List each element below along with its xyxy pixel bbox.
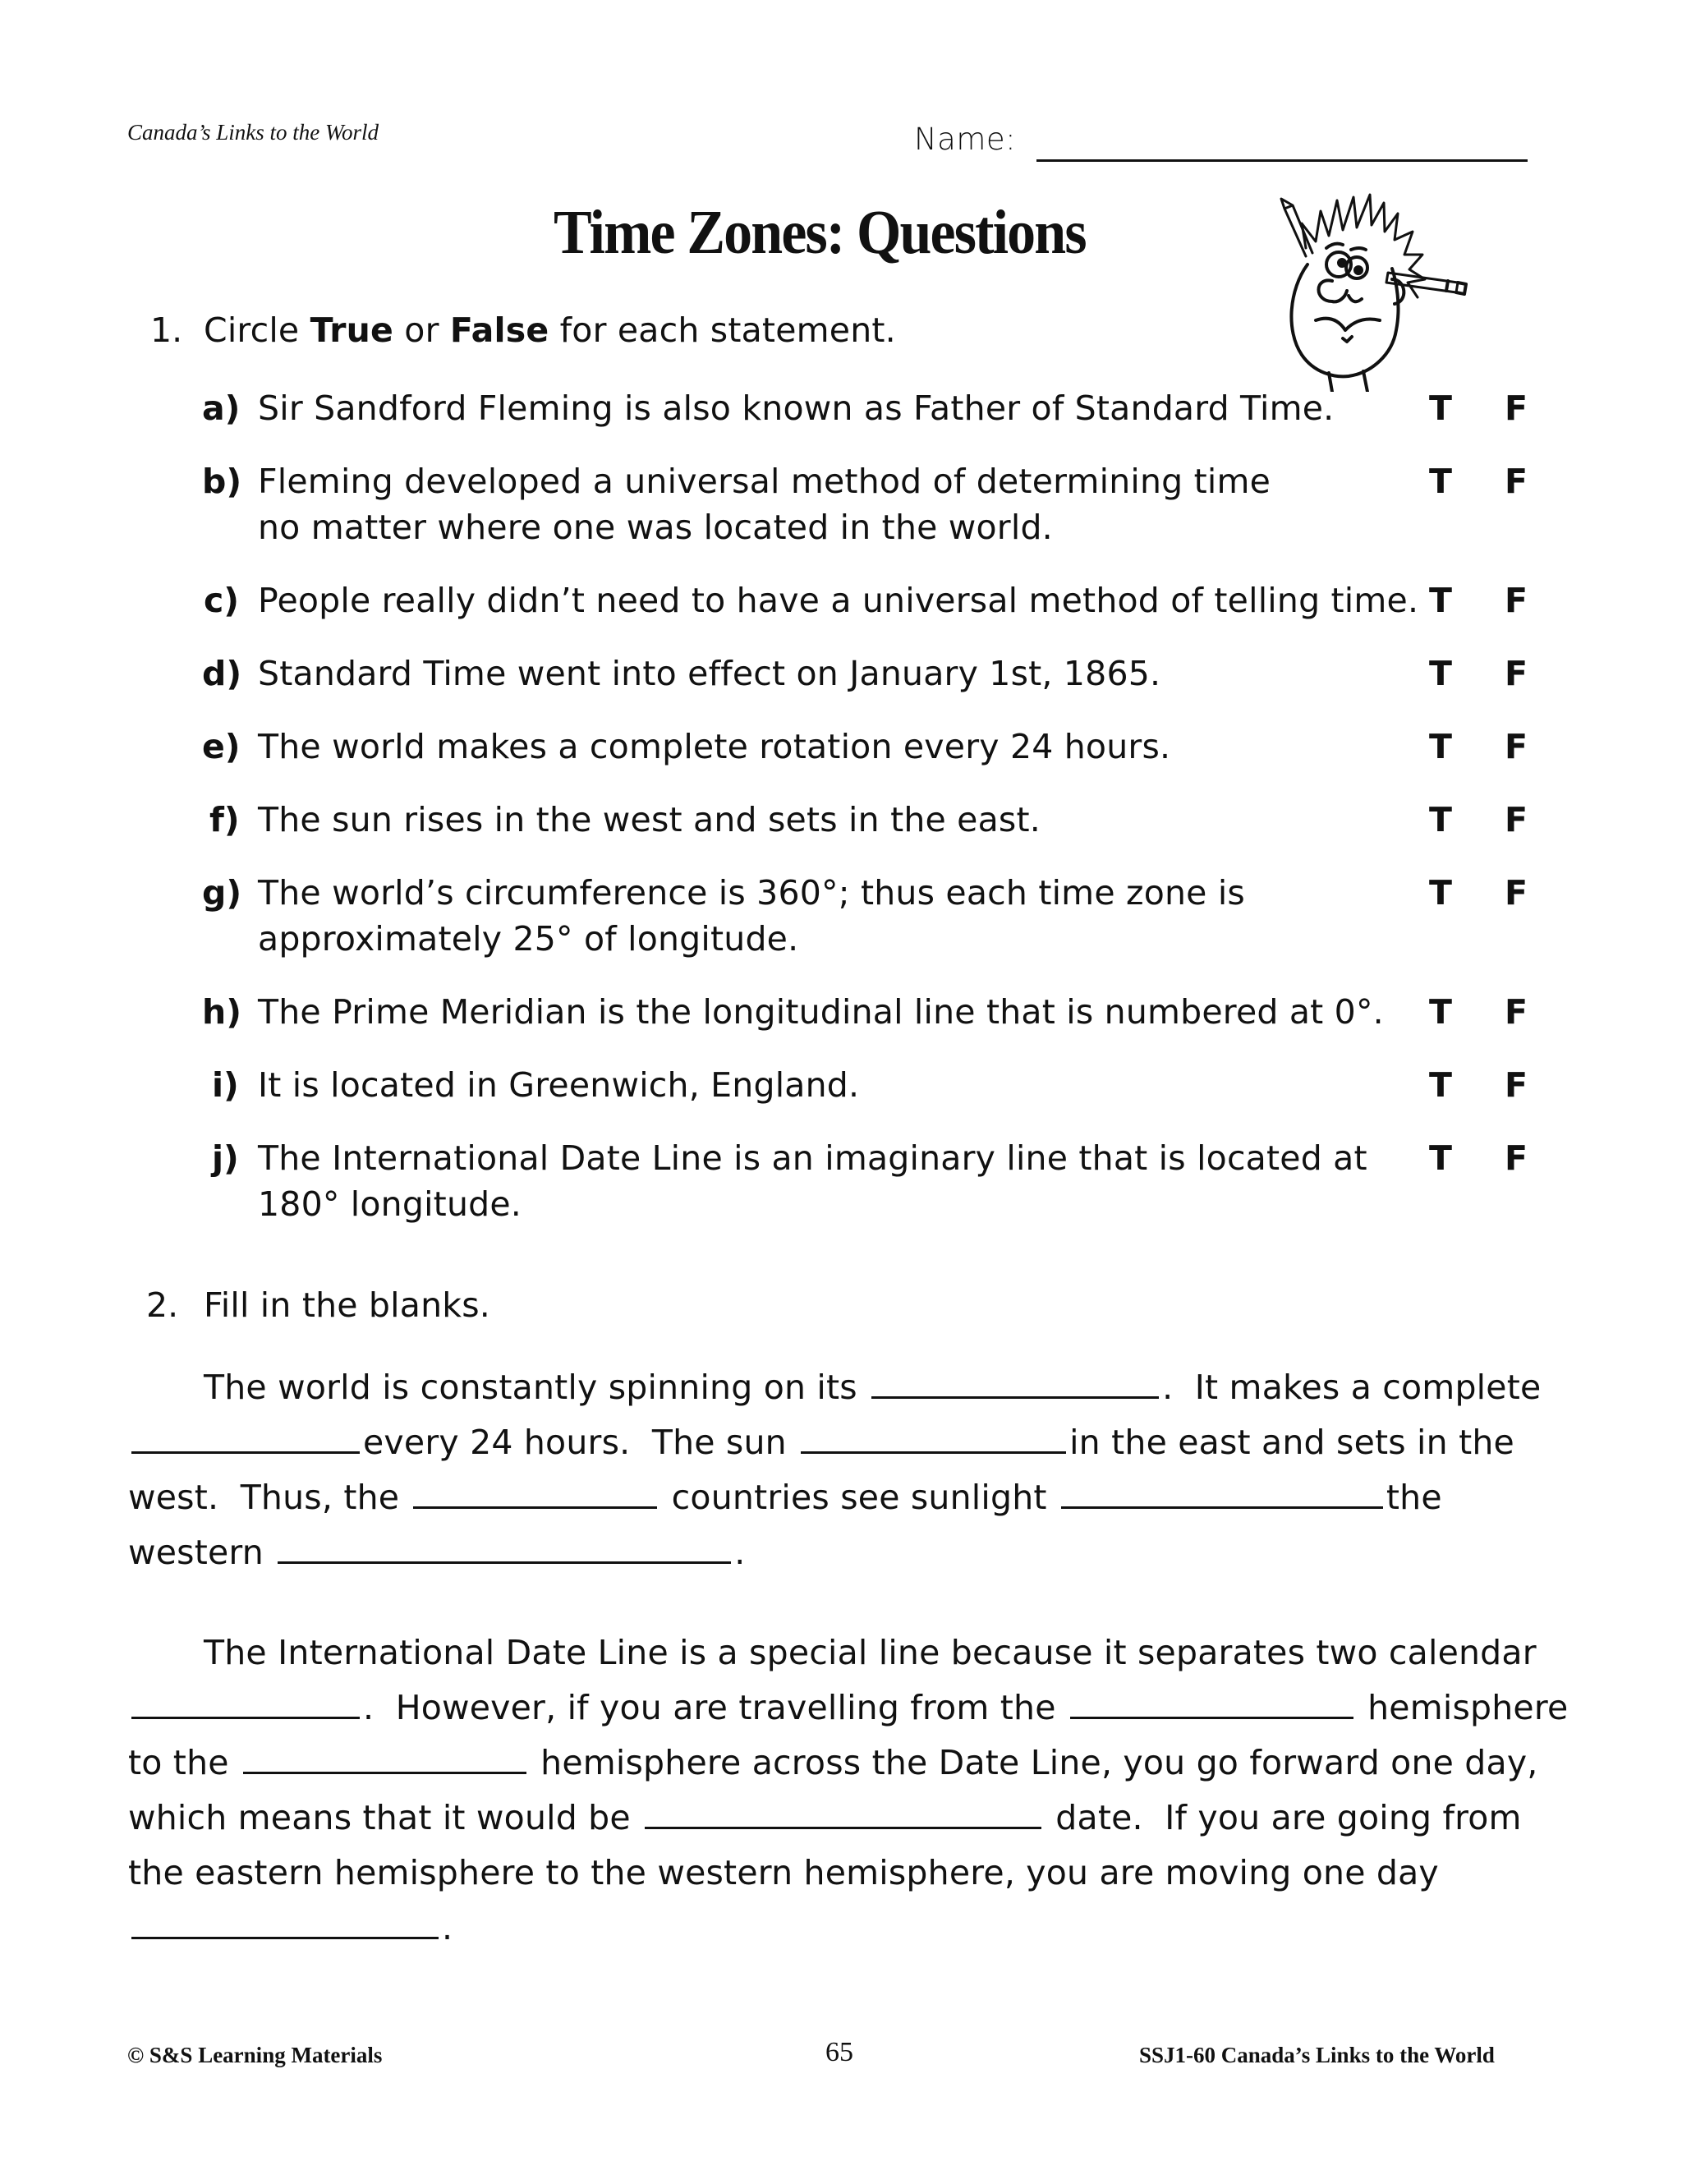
true-option[interactable]: T bbox=[1429, 389, 1452, 428]
running-head: Canada’s Links to the World bbox=[127, 120, 379, 145]
statement-text: 180° longitude. bbox=[258, 1184, 522, 1224]
paragraph-text: . bbox=[734, 1533, 746, 1572]
false-option[interactable]: F bbox=[1505, 581, 1528, 620]
name-field[interactable] bbox=[1036, 159, 1528, 162]
true-option[interactable]: T bbox=[1429, 992, 1452, 1032]
true-option[interactable]: T bbox=[1429, 800, 1452, 839]
true-option[interactable]: T bbox=[1429, 581, 1452, 620]
item-label: e) bbox=[202, 727, 241, 766]
name-label: Name: bbox=[914, 122, 1017, 157]
true-option[interactable]: T bbox=[1429, 1065, 1452, 1105]
question-1-prompt: Circle True or False for each statement. bbox=[204, 310, 896, 350]
paragraph-text: west. Thus, the bbox=[128, 1478, 411, 1517]
false-option[interactable]: F bbox=[1505, 873, 1528, 913]
paragraph-line bbox=[128, 1478, 1442, 1517]
item-label: j) bbox=[212, 1138, 239, 1178]
false-option[interactable]: F bbox=[1505, 1138, 1528, 1178]
thinking-cartoon-face-icon bbox=[1257, 191, 1478, 392]
false-option[interactable]: F bbox=[1505, 462, 1528, 501]
paragraph-text: The International Date Line is a special line because it separates two calendar bbox=[204, 1633, 1537, 1672]
true-option[interactable]: T bbox=[1429, 873, 1452, 913]
paragraph-line bbox=[128, 1423, 1514, 1462]
item-label: d) bbox=[202, 654, 242, 693]
true-option[interactable]: T bbox=[1429, 462, 1452, 501]
paragraph-text: date. If you are going from bbox=[1045, 1798, 1522, 1837]
blank-field[interactable] bbox=[871, 1368, 1159, 1399]
true-option[interactable]: T bbox=[1429, 1138, 1452, 1178]
paragraph-text: every 24 hours. The sun bbox=[363, 1423, 798, 1462]
blank-field[interactable] bbox=[243, 1744, 526, 1774]
blank-field[interactable] bbox=[1070, 1689, 1353, 1719]
blank-field[interactable] bbox=[131, 1689, 360, 1719]
true-keyword: True bbox=[310, 310, 394, 350]
paragraph-text: hemisphere across the Date Line, you go forward one day, bbox=[529, 1743, 1538, 1782]
blank-field[interactable] bbox=[413, 1478, 657, 1509]
footer-copyright: © S&S Learning Materials bbox=[127, 2043, 383, 2067]
blank-field[interactable] bbox=[1061, 1478, 1383, 1509]
paragraph-text: to the bbox=[128, 1743, 240, 1782]
true-option[interactable]: T bbox=[1429, 727, 1452, 766]
paragraph-text: in the east and sets in the bbox=[1069, 1423, 1514, 1462]
statement-text: Fleming developed a universal method of determining time bbox=[258, 462, 1271, 501]
question-2-prompt: Fill in the blanks. bbox=[204, 1285, 490, 1325]
blank-field[interactable] bbox=[278, 1533, 731, 1564]
statement-text: The Prime Meridian is the longitudinal line that is numbered at 0°. bbox=[258, 992, 1384, 1032]
paragraph-line bbox=[128, 1853, 1439, 1892]
false-option[interactable]: F bbox=[1505, 654, 1528, 693]
blank-field[interactable] bbox=[131, 1423, 360, 1454]
false-option[interactable]: F bbox=[1505, 800, 1528, 839]
paragraph-text: which means that it would be bbox=[128, 1798, 642, 1837]
paragraph-line bbox=[128, 1908, 453, 1947]
false-option[interactable]: F bbox=[1505, 727, 1528, 766]
footer-book-title: SSJ1-60 Canada’s Links to the World bbox=[1139, 2043, 1495, 2067]
paragraph-text: . It makes a complete bbox=[1162, 1368, 1542, 1407]
paragraph-text: countries see sunlight bbox=[660, 1478, 1058, 1517]
paragraph-text: hemisphere bbox=[1356, 1688, 1569, 1727]
paragraph-line bbox=[204, 1633, 1537, 1672]
blank-field[interactable] bbox=[801, 1423, 1066, 1454]
statement-text: The world makes a complete rotation every 24 hours. bbox=[258, 727, 1171, 766]
paragraph-text: western bbox=[128, 1533, 275, 1572]
statement-text: The world’s circumference is 360°; thus each time zone is bbox=[258, 873, 1245, 913]
item-label: b) bbox=[202, 462, 242, 501]
item-label: a) bbox=[202, 389, 241, 428]
statement-text: People really didn’t need to have a universal method of telling time. bbox=[258, 581, 1419, 620]
paragraph-text: The world is constantly spinning on its bbox=[204, 1368, 869, 1407]
paragraph-text: . However, if you are travelling from the bbox=[363, 1688, 1067, 1727]
statement-text: approximately 25° of longitude. bbox=[258, 919, 799, 959]
paragraph-line bbox=[128, 1688, 1568, 1727]
false-keyword: False bbox=[449, 310, 549, 350]
item-label: i) bbox=[212, 1065, 239, 1105]
paragraph-line bbox=[128, 1798, 1522, 1837]
false-option[interactable]: F bbox=[1505, 1065, 1528, 1105]
page-number: 65 bbox=[825, 2037, 853, 2067]
question-2-number: 2. bbox=[146, 1285, 179, 1325]
page-title: Time Zones: Questions bbox=[554, 198, 1086, 267]
question-1-number: 1. bbox=[150, 310, 183, 350]
false-option[interactable]: F bbox=[1505, 389, 1528, 428]
statement-text: Sir Sandford Fleming is also known as Father of Standard Time. bbox=[258, 389, 1335, 428]
statement-text: no matter where one was located in the world. bbox=[258, 508, 1053, 547]
item-label: g) bbox=[202, 873, 242, 913]
paragraph-text: the bbox=[1386, 1478, 1442, 1517]
paragraph-text: the eastern hemisphere to the western hemisphere, you are moving one day bbox=[128, 1853, 1439, 1892]
paragraph-text: . bbox=[442, 1908, 453, 1947]
statement-text: It is located in Greenwich, England. bbox=[258, 1065, 860, 1105]
item-label: c) bbox=[204, 581, 240, 620]
statement-text: The sun rises in the west and sets in the east. bbox=[258, 800, 1041, 839]
blank-field[interactable] bbox=[131, 1909, 439, 1939]
paragraph-line bbox=[128, 1533, 745, 1572]
item-label: f) bbox=[209, 800, 240, 839]
blank-field[interactable] bbox=[645, 1799, 1041, 1829]
paragraph-line bbox=[204, 1368, 1541, 1407]
item-label: h) bbox=[202, 992, 241, 1032]
paragraph-line bbox=[128, 1743, 1538, 1782]
false-option[interactable]: F bbox=[1505, 992, 1528, 1032]
true-option[interactable]: T bbox=[1429, 654, 1452, 693]
statement-text: Standard Time went into effect on January 1st, 1865. bbox=[258, 654, 1161, 693]
statement-text: The International Date Line is an imaginary line that is located at bbox=[258, 1138, 1367, 1178]
